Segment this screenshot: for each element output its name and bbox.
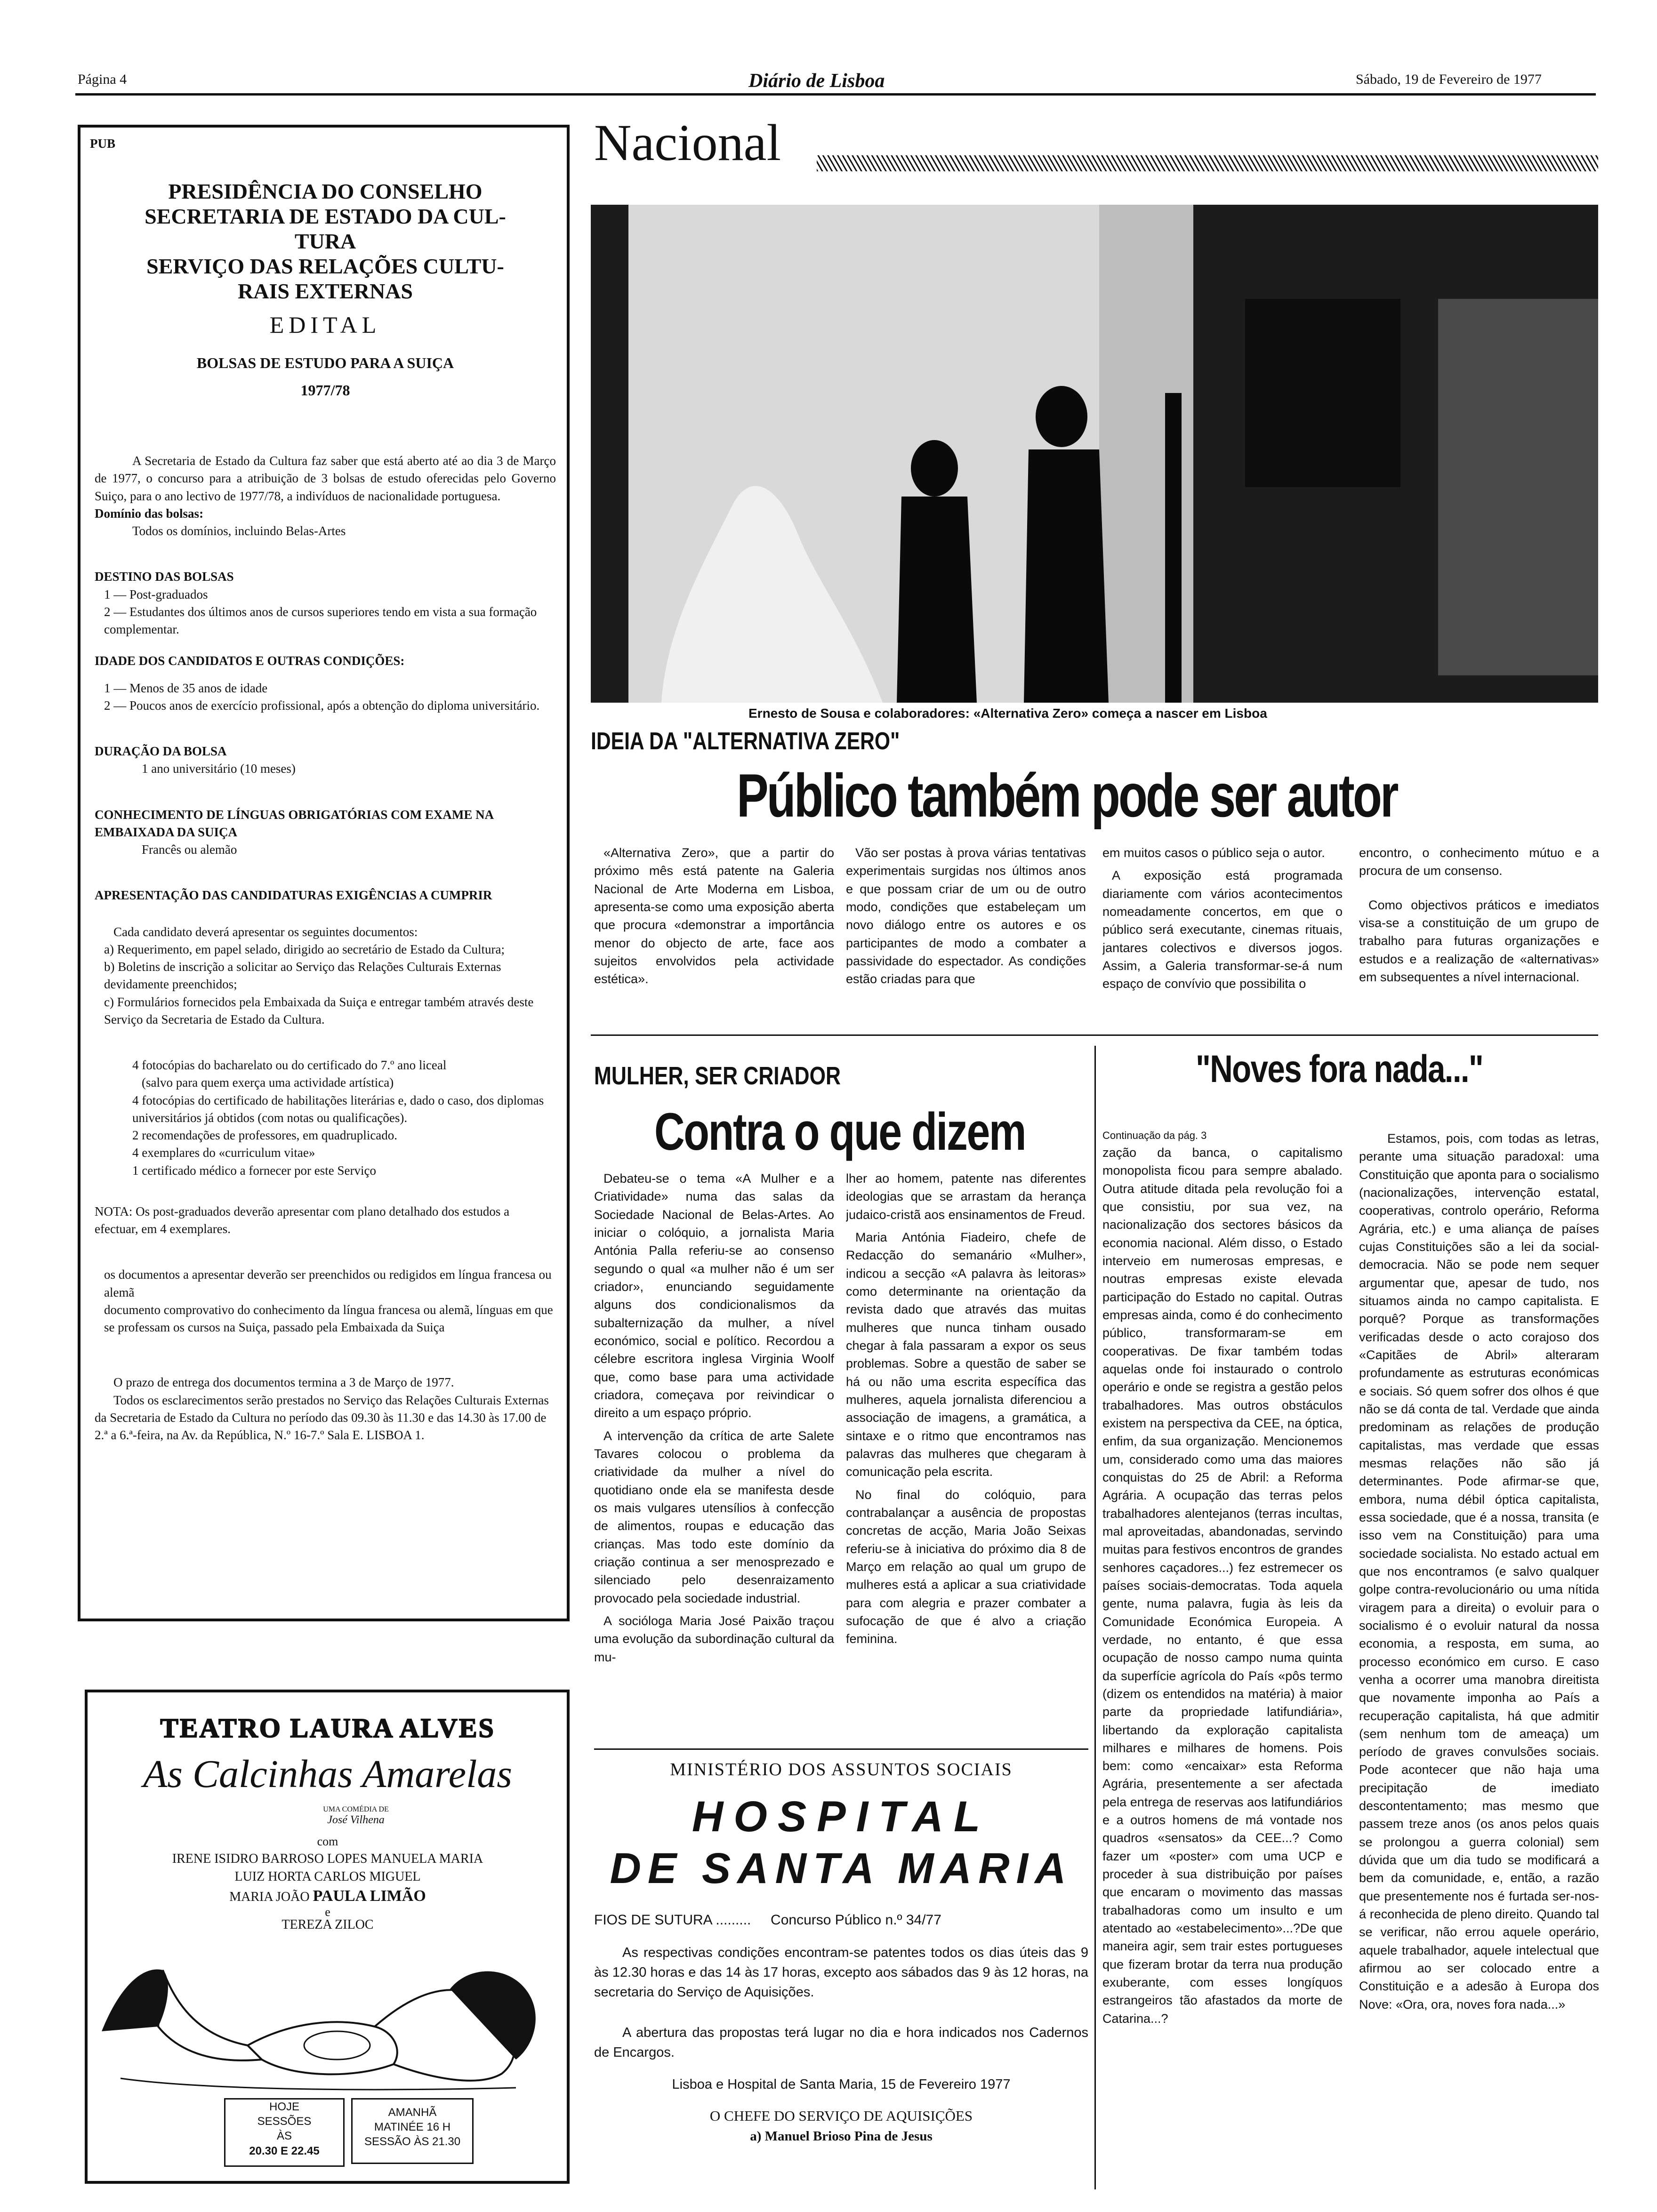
- destino-item-2: 2 — Estudantes dos últimos anos de cursos superiores tendo em vista a sua formação complementar.: [104, 604, 537, 636]
- concurso-line: FIOS DE SUTURA ......... Concurso Público n.º 34/77: [594, 1912, 941, 1928]
- dominio-heading: Domínio das bolsas:: [95, 506, 204, 521]
- doc-item-5: 4 exemplares do «curriculum vitae»: [132, 1146, 315, 1160]
- art2-c2b: Maria Antónia Fiadeiro, chefe de Redacção do semanário «Mulher», indicou a secção «A palavra às leitoras» como determinante na orientação da revista dado que através das muitas mulheres que nunca tinham ousado chegar à fala passaram a expor os seus problemas. Sobre a questão de saber se há ou não uma escrita específica das mulheres, aquela jornalista diferenciou a associação de imagens, a gramática, a sintaxe e o ritmo que encontramos nas palavras das mulheres que chegaram à comunicação pela escrita.: [846, 1230, 1086, 1479]
- art2-c1c: A socióloga Maria José Paixão traçou uma evolução da subordinação cultural da mu-: [594, 1613, 834, 1664]
- destino-heading: DESTINO DAS BOLSAS: [95, 569, 234, 584]
- header-rule: [75, 93, 1596, 96]
- edital-ad: [78, 125, 570, 1621]
- art2-c2a: lher ao homem, patente nas diferentes ideologias que se arrastam da herança judaico-cristã aos ensinamentos de Freud.: [846, 1171, 1086, 1222]
- cast-e: e: [325, 1905, 330, 1919]
- cast-line-3: [97, 1887, 558, 1905]
- art3-col-1: [1102, 1144, 1343, 2188]
- tomorrow-session: SESSÃO ÀS 21.30: [364, 2135, 461, 2148]
- section-title: Nacional: [594, 114, 781, 171]
- prazo: O prazo de entrega dos documentos termina a 3 de Março de 1977.: [113, 1375, 454, 1390]
- show-sub-1: UMA COMÉDIA DE: [323, 1805, 389, 1813]
- edital-organisation: [90, 179, 561, 304]
- cast-line-2: LUIZ HORTA CARLOS MIGUEL: [234, 1869, 421, 1884]
- cast-paula-limao: PAULA LIMÃO: [313, 1887, 426, 1905]
- art2-kicker: MULHER, SER CRIADOR: [594, 1062, 841, 1090]
- hospital-p1: As respectivas condições encontram-se patentes todos os dias úteis das 9 às 12.30 horas e das 14 às 17 horas, excepto aos sábados das 9 às 12 horas, na secretaria do Serviço de Aquisições.: [594, 1945, 1088, 2000]
- hospital-date: Lisboa e Hospital de Santa Maria, 15 de Fevereiro 1977: [672, 2077, 1011, 2092]
- hospital-sign: a) Manuel Brioso Pina de Jesus: [750, 2129, 933, 2144]
- idade-item-2: 2 — Poucos anos de exercício profissional, após a obtenção do diploma universitário.: [104, 698, 540, 713]
- art1-c3a: em muitos casos o público seja o autor.: [1102, 846, 1325, 860]
- doc-item-6: 1 certificado médico a fornecer por este Serviço: [132, 1163, 376, 1178]
- show-author: José Vilhena: [327, 1814, 385, 1826]
- art3-cont: Continuação da pág. 3: [1102, 1130, 1207, 1141]
- cast-maria-joao: MARIA JOÃO: [229, 1890, 310, 1904]
- org-line-1: PRESIDÊNCIA DO CONSELHO: [168, 179, 483, 203]
- art1-col-3: [1102, 844, 1343, 1023]
- cast-line-5: TEREZA ZILOC: [282, 1917, 374, 1932]
- art2-c1a: Debateu-se o tema «A Mulher e a Criatividade» numa das salas da Sociedade Nacional de Belas-Artes. Ao iniciar o colóquio, a jornalista Maria Antónia Palla referiu-se ao consenso segundo o qual «a mulher não é um ser criador», enunciando seguidamente alguns dos condicionalismos da subalternização da mulher, a nível económico, social e político. Recordou a célebre escritora inglesa Virginia Woolf que, como base para uma actividade criadora, começava por reivindicar o direito a um espaço próprio.: [594, 1171, 834, 1420]
- bolsas-year: 1977/78: [300, 382, 350, 399]
- art1-c4b: Como objectivos práticos e imediatos visa-se a constituição de um grupo de trabalho para futuras organizações e estudos e a realização de «alternativas» em subsequentes a nível internacional.: [1359, 898, 1599, 984]
- apresentacao-a: a) Requerimento, em papel selado, dirigido ao secretário de Estado da Cultura;: [104, 942, 505, 956]
- dominio-text: Todos os domínios, incluindo Belas-Artes: [132, 524, 346, 538]
- apresentacao-heading: APRESENTAÇÃO DAS CANDIDATURAS EXIGÊNCIAS A CUMPRIR: [95, 888, 492, 903]
- photo-caption: Ernesto de Sousa e colaboradores: «Alternativa Zero» começa a nascer em Lisboa: [748, 706, 1267, 721]
- today-times: 20.30 E 22.45: [249, 2144, 320, 2157]
- doc-item-4: 2 recomendações de professores, em quadruplicado.: [132, 1128, 398, 1142]
- show-title: As Calcinhas Amarelas: [143, 1752, 512, 1796]
- session-today: [224, 2098, 345, 2167]
- teatro-ad: [85, 1690, 570, 2184]
- art1-col-2: [846, 844, 1086, 1023]
- org-line-5: RAIS EXTERNAS: [238, 279, 413, 303]
- theatre-name: TEATRO LAURA ALVES: [160, 1713, 495, 1743]
- art2-col-2: [846, 1170, 1086, 1734]
- doc-item-2: (salvo para quem exerça uma actividade artística): [142, 1075, 394, 1090]
- org-line-3: TURA: [294, 229, 356, 253]
- issue-date: Sábado, 19 de Fevereiro de 1977: [1356, 72, 1542, 87]
- art3-title: "Noves fora nada...": [1196, 1048, 1483, 1090]
- art2-c2c: No final do colóquio, para contrabalançar a ausência de propostas concretas de acção, Maria João Seixas referiu-se à iniciativa do próximo dia 8 de Março em relação ao qual um grupo de mulheres está a aplicar a sua criatividade para com alegria e prazer combater a sufocação de que é alvo a criação feminina.: [846, 1487, 1086, 1646]
- masthead: Diário de Lisboa: [748, 70, 885, 92]
- art1-c4a: encontro, o conhecimento mútuo e a procura de um consenso.: [1359, 846, 1599, 878]
- nota: NOTA: Os post-graduados deverão apresentar com plano detalhado dos estudos a efectuar, em 4 exemplares.: [95, 1204, 510, 1236]
- hospital-name-2: DE SANTA MARIA: [610, 1844, 1073, 1892]
- hospital-p2: A abertura das propostas terá lugar no dia e hora indicados nos Cadernos de Encargos.: [594, 2025, 1088, 2060]
- art1-c3b: A exposição está programada diariamente com vários acontecimentos nomeadamente concertos, em que o público será executante, cinemas rituais, jantares colectivos e diversos jogos. Assim, a Galeria transformar-se-á num espaço de convívio que possibilita o: [1102, 868, 1343, 991]
- today-sessions: SESSÕES: [257, 2115, 312, 2128]
- art3-col-2: [1359, 1130, 1599, 2188]
- art1-c2: Vão ser postas à prova várias tentativas experimentais surgidas nos últimos anos e que possam criar de um ou de outro modo, condições que estabeleçam um novo diálogo entre os autores e os participantes de modo a combater a passividade do espectador. As condições estão criadas para que: [846, 846, 1086, 986]
- doc-item-1: 4 fotocópias do bacharelato ou do certificado do 7.º ano liceal: [132, 1058, 447, 1072]
- duracao-text: 1 ano universitário (10 meses): [142, 761, 296, 776]
- page-number: Página 4: [78, 72, 127, 87]
- today-as: ÀS: [276, 2130, 292, 2143]
- docs-item-2: documento comprovativo do conhecimento da língua francesa ou alemã, línguas em que se professam os cursos na Suiça, passado pela Embaixada da Suiça: [104, 1302, 553, 1334]
- conhecimento-text: Francês ou alemão: [142, 842, 237, 857]
- apresentacao-b: b) Boletins de inscrição a solicitar ao Serviço das Relações Culturais Externas devidamente preenchidos;: [104, 960, 501, 992]
- hospital-name-1: HOSPITAL: [692, 1793, 991, 1841]
- showgirl-illustration: [92, 1937, 563, 2097]
- art1-col-4: [1359, 844, 1599, 1023]
- art1-kicker: IDEIA DA "ALTERNATIVA ZERO": [591, 728, 900, 755]
- art2-title: Contra o que dizem: [654, 1102, 1026, 1161]
- bolsas-heading: BOLSAS DE ESTUDO PARA A SUIÇA: [196, 354, 454, 371]
- session-tomorrow: [351, 2098, 474, 2164]
- duracao-heading: DURAÇÃO DA BOLSA: [95, 744, 227, 758]
- destino-item-1: 1 — Post-graduados: [104, 587, 208, 601]
- pub-label: PUB: [90, 136, 115, 151]
- conhecimento-heading: CONHECIMENTO DE LÍNGUAS OBRIGATÓRIAS COM EXAME NA EMBAIXADA DA SUIÇA: [95, 807, 493, 839]
- art1-c1: «Alternativa Zero», que a partir do próximo mês está patente na Galeria Nacional de Arte Moderna em Lisboa, apresenta-se como uma exposição aberta que procura «demonstrar a importância menor do objecto de arte, face aos sujeitos envolvidos pela actividade estética».: [594, 846, 834, 986]
- cast-line-1: IRENE ISIDRO BARROSO LOPES MANUELA MARIA: [172, 1851, 483, 1866]
- today-label: HOJE: [269, 2100, 299, 2113]
- hospital-chefe: O CHEFE DO SERVIÇO DE AQUISIÇÕES: [709, 2108, 973, 2124]
- art1-col-1: [594, 844, 834, 1023]
- idade-heading: IDADE DOS CANDIDATOS E OUTRAS CONDIÇÕES:: [95, 654, 405, 668]
- apresentacao-intro: Cada candidato deverá apresentar os seguintes documentos:: [113, 924, 418, 939]
- art3-c1: zação da banca, o capitalismo monopolista ficou para sempre abalado. Outra atitude ditada pela revolução foi a que consistiu, por sua vez, na nacionalização dos sectores básicos da economia nacional. Além disso, o Estado interveio em numerosas empresas, e noutras empresas existe elevada participação do Estado no capital. Outras empresas ainda, como é do conhecimento público, transformaram-se em cooperativas. De fixar também todas aquelas onde foi instaurado o controlo operário e onde se registra a gestão pelos trabalhadores. Mas outros obstáculos existem na perspectiva da CEE, na óptica, enfim, da sua organização. Mencionemos um, considerado como uma das maiores conquistas do 25 de Abril: a Reforma Agrária. A ocupação das terras pelos trabalhadores alentejanos (terras incultas, mal aproveitadas, abandonadas, servindo muitas para festivos encontros de grandes senhores caçadores...) fez estremecer os países sociais-democratas. Toda aquela gente, numa palavra, fugia às leis da Comunidade Económica Europeia. A verdade, no entanto, é que essa ocupação de nosso campo numa quinta da superfície agrícola do País «pôs termo (dizem os entendidos na matéria) à maior parte da propriedade latifundiária», libertando da exploração capitalista milhares e milhares de homens. Pois bem: como «encaixar» esta Reforma Agrária, presentemente a ser afectada pela entrega de reservas aos latifundiários e a outros homens de má vontade nos quadros «sensatos» da CEE...? Como fazer um «poster» com uma UCP e proceder à sua distribuição por países que encaram o movimento das massas trabalhadoras como um insulto e um atentado ao «estabelecimento»...?De que maneira agir, sem trair estes portugueses que fizeram brotar da terra nua produção exuberante, com esses longíquos estrangeiros tão afastados da morte de Catarina...?: [1102, 1146, 1343, 2026]
- edital-intro: A Secretaria de Estado da Cultura faz saber que está aberto até ao dia 3 de Março de 1977, o concurso para a atribuição de 3 bolsas de estudo oferecidas pelo Governo Suiço, para o ano lectivo de 1977/78, a indivíduos de nacionalidade portuguesa.: [95, 454, 556, 503]
- edital-body: [95, 452, 556, 1444]
- apresentacao-c: c) Formulários fornecidos pela Embaixada da Suiça e entregar também através deste Serviço da Secretaria de Estado da Cultura.: [104, 994, 534, 1026]
- art1-rule: [591, 1034, 1598, 1036]
- edital-title: EDITAL: [269, 312, 381, 338]
- docs-item-1: os documentos a apresentar deverão ser preenchidos ou redigidos em língua francesa ou alemã: [104, 1267, 552, 1299]
- art1-title: Público também pode ser autor: [737, 761, 1397, 830]
- ministry-line: MINISTÉRIO DOS ASSUNTOS SOCIAIS: [670, 1760, 1013, 1779]
- cast-com: com: [317, 1835, 338, 1848]
- tomorrow-matinee: MATINÉE 16 H: [374, 2121, 451, 2134]
- section-hatch: [817, 155, 1598, 171]
- tomorrow-label: AMANHÃ: [388, 2106, 437, 2119]
- art2-c1b: A intervenção da crítica de arte Salete Tavares colocou o problema da criatividade da mulher a nível do quotidiano onde ela se manifesta desde os mais vulgares utensílios à confecção de alimentos, roupas e educação das crianças. Mas todo este domínio da criação continua a ser menosprezado e silenciado pelo desenraizamento provocado pela sociedade industrial.: [594, 1428, 834, 1605]
- art3-c2: Estamos, pois, com todas as letras, perante uma situação paradoxal: uma Constituição que aponta para o socialismo (nacionalizações, intervenção estatal, cooperativas, controlo operário, Reforma Agrária, etc.) e uma aliança de países cujas Constituições são a lei da social-democracia. Não se pode nem sequer argumentar que, apesar de tudo, nos situamos ainda no campo capitalista. E porquê? Porque as transformações verificadas desde o acto corajoso dos «Capitães de Abril» alteraram profundamente as estruturas económicas e sociais. Só quem sofrer dos olhos é que não se dá conta de tal. Verdade que ainda predominam as relações de produção capitalistas, mas verdade que essas mesmas relações não são já determinantes. Pode afirmar-se que, embora, numa débil óptica capitalista, essa sociedade, que é a nossa, transita (e isso vem na Constituição) para uma sociedade socialista. No estado actual em que nos encontramos (e salvo qualquer golpe contra-revolucionário ou uma nítida viragem para a direita) o evoluir para o socialismo é o evoluir natural da nossa economia, a resposta, em suma, ao processo económico em curso. E caso venha a ocorrer uma manobra direitista que novamente imponha ao País a recuperação capitalista, há que admitir (sem nenhum tom de ameaça) um período de graves convulsões sociais. Pode acontecer que não haja uma precipitação de imediato descontentamento; mas mesmo que passem treze anos (os anos pelos quais se prolongou a guerra colonial) sem dúvida que um dia tudo se modificará a bem da comunidade, e, então, a razão que presentemente nos é furtada ser-nos-á reconhecida de pleno direito. Quando tal se verificar, não errou aquele operário, aquele trabalhador, aquele intelectual que afirmou ao ser colocado entre a Constituição e a adesão à Europa dos Nove: «Ora, ora, noves fora nada...»: [1359, 1131, 1599, 2012]
- photo-scene: [591, 205, 1598, 703]
- doc-item-3: 4 fotocópias do certificado de habilitações literárias e, dado o caso, dos diplomas universitários já obtidos (com notas ou qualificações).: [132, 1093, 544, 1125]
- org-line-4: SERVIÇO DAS RELAÇÕES CULTU-: [146, 254, 504, 278]
- exhibition-photo: [591, 205, 1598, 703]
- col-rule-vertical: [1094, 1046, 1096, 2189]
- hospital-ad: [594, 1748, 1088, 2183]
- esclarecimentos: Todos os esclarecimentos serão prestados no Serviço das Relações Culturais Externas da Secretaria de Estado da Cultura no período das 09.30 às 11.30 e das 14.30 às 17.00 de 2.ª a 6.ª-feira, na Av. da República, N.º 16-7.º Sala E. LISBOA 1.: [95, 1393, 549, 1442]
- art2-col-1: [594, 1170, 834, 1734]
- org-line-2: SECRETARIA DE ESTADO DA CUL-: [145, 204, 506, 228]
- idade-item-1: 1 — Menos de 35 anos de idade: [104, 681, 268, 695]
